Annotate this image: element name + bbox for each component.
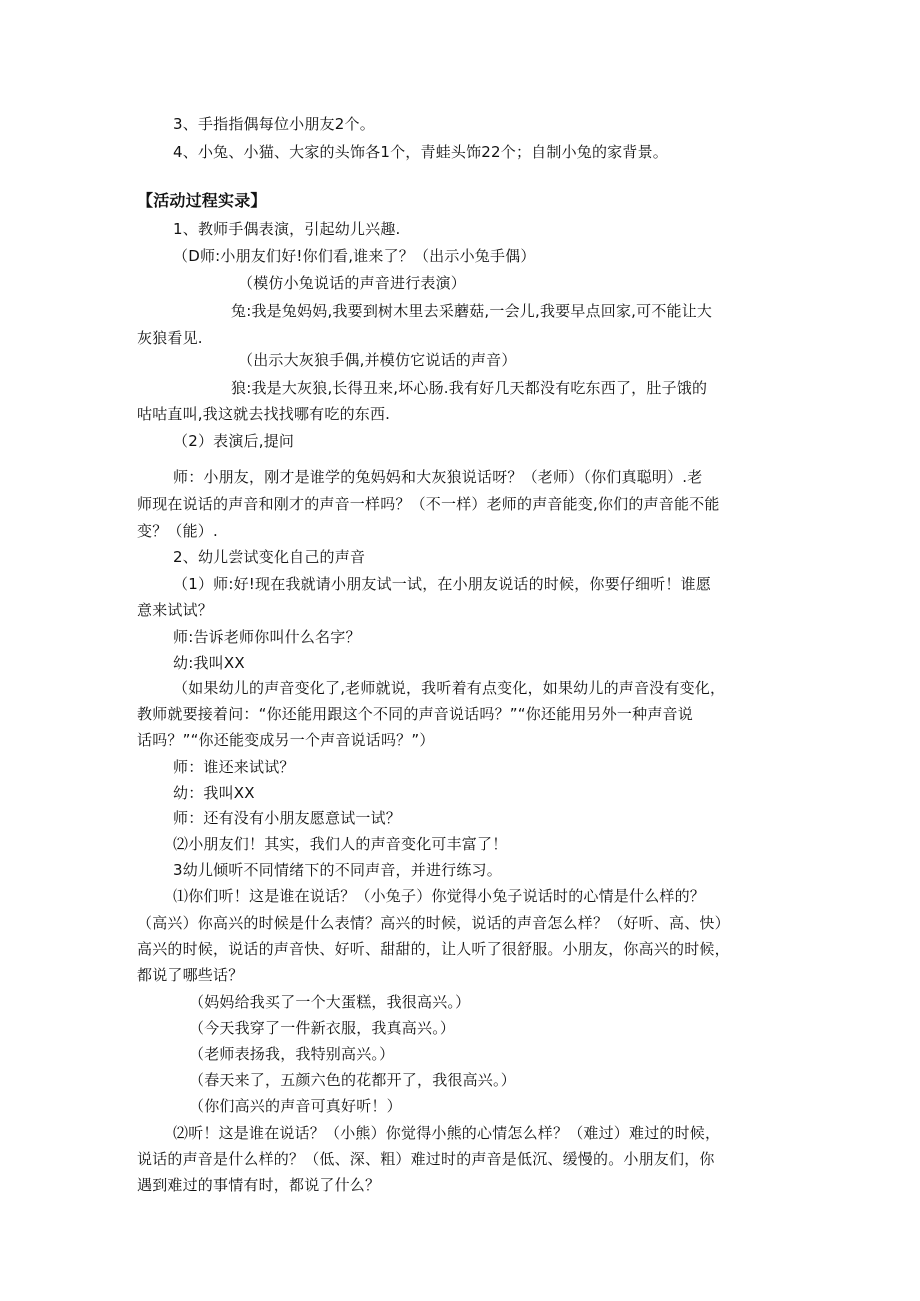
part3-line: （高兴）你高兴的时候是什么表情？高兴的时候，说话的声音怎么样？（好听、高、快） <box>137 914 730 932</box>
part2-line: （如果幼儿的声音变化了,老师就说，我听着有点变化，如果幼儿的声音没有变化， <box>173 679 726 697</box>
part1-line: 师：小朋友，刚才是谁学的兔妈妈和大灰狼说话呀？（老师）（你们真聪明）.老 <box>173 468 703 486</box>
part1-heading: 1、教师手偶表演，引起幼儿兴趣. <box>173 220 401 238</box>
example-line: （今天我穿了一件新衣服，我真高兴。） <box>189 1019 456 1037</box>
part1-line: 变？（能）. <box>137 522 218 540</box>
part3-line: 遇到难过的事情有时，都说了什么？ <box>137 1176 381 1194</box>
part2-line: 师:告诉老师你叫什么名字？ <box>173 628 361 646</box>
part3-line: 都说了哪些话？ <box>137 966 244 984</box>
part2-line: （1）师:好!现在我就请小朋友试一试，在小朋友说话的时候，你要仔细听！谁愿 <box>173 575 712 593</box>
part2-line: 师：谁还来试试？ <box>173 758 295 776</box>
part1-line: 师现在说话的声音和刚才的声音一样吗？（不一样）老师的声音能变,你们的声音能不能 <box>137 495 720 513</box>
part2-line: 话吗？”“你还能变成另一个声音说话吗？”） <box>137 731 435 749</box>
part1-line: 咕咕直叫,我这就去找找哪有吃的东西. <box>137 405 391 423</box>
part1-line: 狼:我是大灰狼,长得丑来,坏心肠.我有好几天都没有吃东西了，肚子饿的 <box>231 379 708 397</box>
example-line: （你们高兴的声音可真好听！） <box>189 1097 402 1115</box>
part3-line: ⑴你们听！这是谁在说话？（小兔子）你觉得小兔子说话时的心情是什么样的？ <box>173 887 706 905</box>
part1-line: （出示大灰狼手偶,并模仿它说话的声音） <box>238 351 517 369</box>
example-line: （春天来了，五颜六色的花都开了，我很高兴。） <box>189 1071 516 1089</box>
part3-heading: 3幼儿倾听不同情绪下的不同声音，并进行练习。 <box>173 861 502 879</box>
materials-item-3: 3、手指指偶每位小朋友2个。 <box>173 115 375 133</box>
part1-line: 灰狼看见. <box>137 329 203 347</box>
part2-line: 教师就要接着问：“你还能用跟这个不同的声音说话吗？”“你还能用另外一种声音说 <box>137 705 693 723</box>
section-title: 【活动过程实录】 <box>137 191 267 210</box>
part1-line: （模仿小兔说话的声音进行表演） <box>238 274 467 292</box>
part1-line: （D师:小朋友们好!你们看,谁来了？（出示小兔手偶） <box>173 247 536 265</box>
part3-line: 高兴的时候，说话的声音快、好听、甜甜的，让人听了很舒服。小朋友，你高兴的时候， <box>137 940 730 958</box>
part2-line: 意来试试？ <box>137 601 214 619</box>
part2-line: ⑵小朋友们！其实，我们人的声音变化可丰富了！ <box>173 835 508 853</box>
materials-item-4: 4、小兔、小猫、大家的头饰各1个，青蛙头饰22个；自制小兔的家背景。 <box>173 143 668 161</box>
part2-line: 幼:我叫XX <box>173 654 245 672</box>
part2-heading: 2、幼儿尝试变化自己的声音 <box>173 548 366 566</box>
example-line: （妈妈给我买了一个大蛋糕，我很高兴。） <box>189 993 471 1011</box>
example-line: （老师表扬我，我特别高兴。） <box>189 1045 395 1063</box>
part3-line: 说话的声音是什么样的？（低、深、粗）难过时的声音是低沉、缓慢的。小朋友们，你 <box>137 1150 715 1168</box>
part1-line: （2）表演后,提问 <box>173 432 295 450</box>
part2-line: 幼：我叫XX <box>173 784 255 802</box>
part2-line: 师：还有没有小朋友愿意试一试？ <box>173 809 402 827</box>
part1-line: 兔:我是兔妈妈,我要到树木里去采蘑菇,一会儿,我要早点回家,可不能让大 <box>231 302 713 320</box>
part3-line: ⑵听！这是谁在说话？（小熊）你觉得小熊的心情怎么样？（难过）难过的时候， <box>173 1124 721 1142</box>
